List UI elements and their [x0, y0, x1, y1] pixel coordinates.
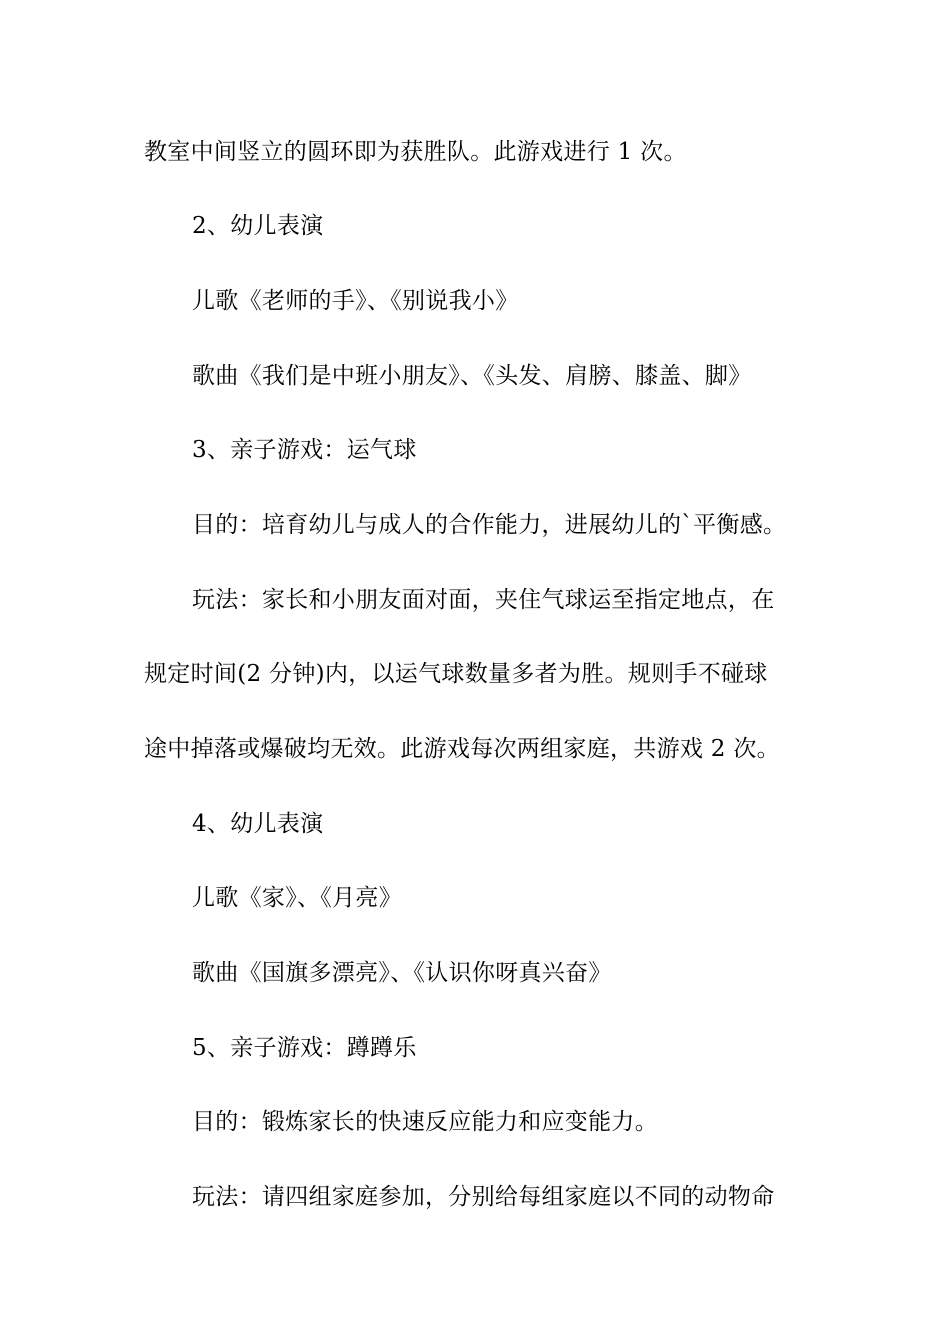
section-heading: 2、幼儿表演: [192, 213, 324, 239]
paragraph-continuation: 规定时间(2 分钟)内，以运气球数量多者为胜。规则手不碰球: [144, 661, 768, 687]
paragraph: 儿歌《家》、《月亮》: [192, 885, 402, 911]
paragraph-continuation: 途中掉落或爆破均无效。此游戏每次两组家庭，共游戏 2 次。: [144, 736, 780, 762]
paragraph: 玩法：家长和小朋友面对面，夹住气球运至指定地点，在: [192, 587, 775, 613]
section-heading: 4、幼儿表演: [192, 811, 324, 837]
paragraph: 目的：培育幼儿与成人的合作能力，进展幼儿的`平衡感。: [192, 512, 787, 538]
section-heading: 3、亲子游戏：运气球: [192, 437, 417, 463]
paragraph: 歌曲《我们是中班小朋友》、《头发、肩膀、膝盖、脚》: [192, 363, 752, 389]
paragraph: 儿歌《老师的手》、《别说我小》: [192, 288, 519, 314]
paragraph: 玩法：请四组家庭参加，分别给每组家庭以不同的动物命: [192, 1184, 775, 1210]
paragraph: 目的：锻炼家长的快速反应能力和应变能力。: [192, 1109, 658, 1135]
paragraph-continuation: 教室中间竖立的圆环即为获胜队。此游戏进行 1 次。: [144, 139, 687, 165]
paragraph: 歌曲《国旗多漂亮》、《认识你呀真兴奋》: [192, 960, 612, 986]
section-heading: 5、亲子游戏：蹲蹲乐: [192, 1035, 417, 1061]
